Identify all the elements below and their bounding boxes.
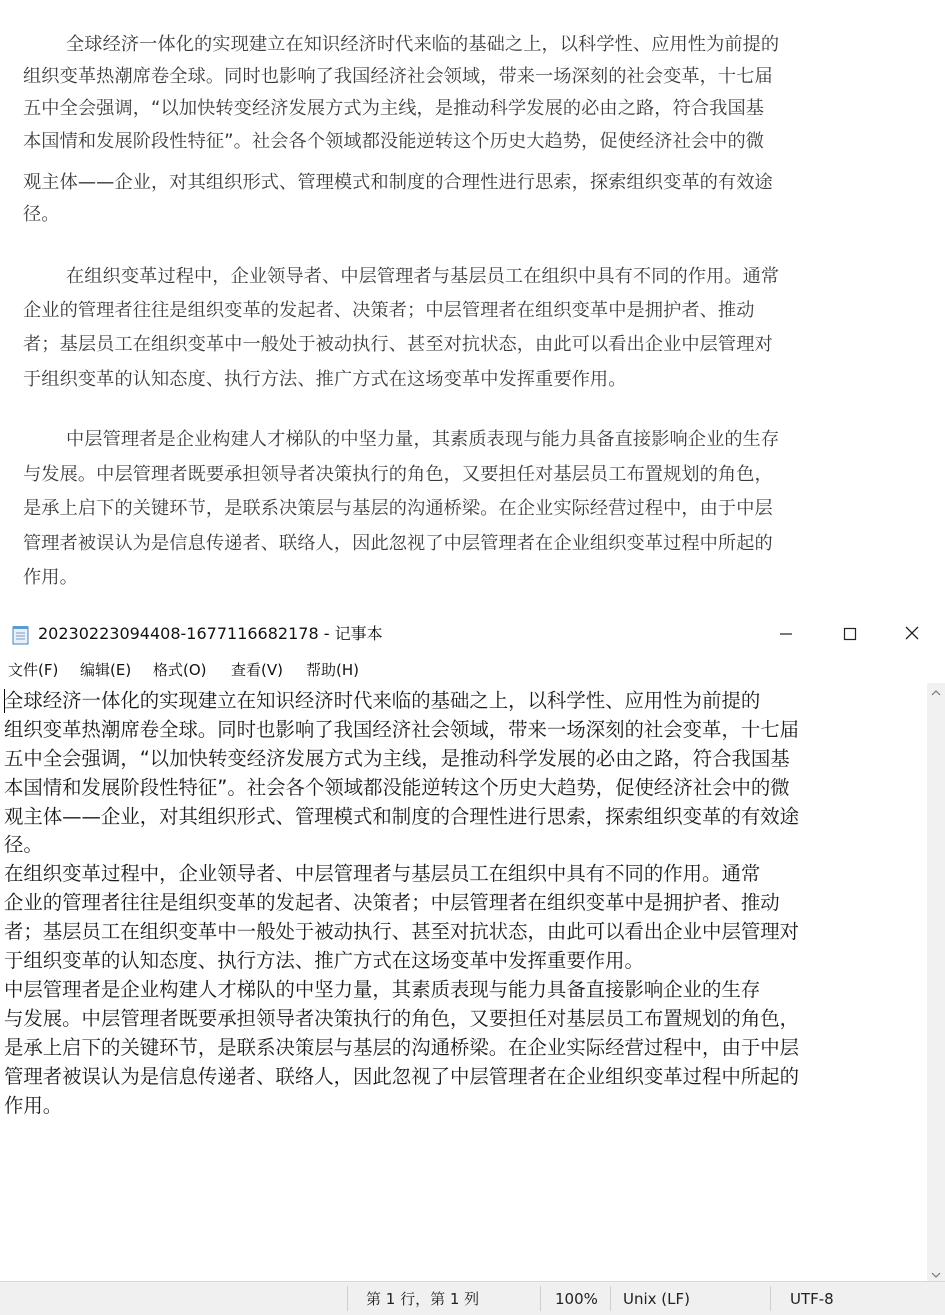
- document-line: 管理者被误认为是信息传递者、联络人，因此忽视了中层管理者在企业组织变革过程中所起的: [23, 533, 773, 554]
- chevron-up-icon: [931, 682, 941, 701]
- editor-line: 于组织变革的认知态度、执行方法、推广方式在这场变革中发挥重要作用。: [4, 949, 644, 972]
- editor-line: 径。: [4, 833, 43, 856]
- document-line: 者；基层员工在组织变革中一般处于被动执行、甚至对抗状态，由此可以看出企业中层管理对: [23, 334, 773, 355]
- document-line: 企业的管理者往往是组织变革的发起者、决策者；中层管理者在组织变革中是拥护者、推动: [23, 300, 755, 321]
- maximize-icon: [843, 626, 857, 645]
- editor-line: 是承上启下的关键环节，是联系决策层与基层的沟通桥梁。在企业实际经营过程中，由于中层: [4, 1036, 800, 1059]
- editor-line: 与发展。中层管理者既要承担领导者决策执行的角色，又要担任对基层员工布置规划的角色，: [4, 1007, 800, 1030]
- scroll-up-button[interactable]: [927, 683, 945, 699]
- menu-edit[interactable]: 编辑(E): [80, 661, 132, 679]
- vertical-scrollbar[interactable]: [927, 683, 945, 1281]
- document-line: 在组织变革过程中，企业领导者、中层管理者与基层员工在组织中具有不同的作用。通常: [66, 266, 780, 287]
- zoom-level: 100%: [555, 1290, 598, 1308]
- line-ending: Unix (LF): [623, 1290, 690, 1308]
- editor-line: 企业的管理者往往是组织变革的发起者、决策者；中层管理者在组织变革中是拥护者、推动: [4, 891, 780, 914]
- menu-format[interactable]: 格式(O): [153, 661, 207, 679]
- editor-line: 五中全会强调，“以加快转变经济发展方式为主线，是推动科学发展的必由之路，符合我国基: [4, 747, 790, 770]
- close-icon: [904, 625, 920, 645]
- close-button[interactable]: [890, 618, 934, 652]
- minimize-button[interactable]: [764, 618, 808, 652]
- status-bar: [0, 1281, 945, 1315]
- notepad-icon: [12, 625, 30, 645]
- menu-bar: [0, 657, 945, 683]
- editor-line: 在组织变革过程中，企业领导者、中层管理者与基层员工在组织中具有不同的作用。通常: [4, 862, 761, 885]
- editor-line: 中层管理者是企业构建人才梯队的中坚力量，其素质表现与能力具备直接影响企业的生存: [4, 978, 761, 1001]
- status-divider: [540, 1286, 541, 1311]
- document-line: 于组织变革的认知态度、执行方法、推广方式在这场变革中发挥重要作用。: [23, 369, 627, 390]
- document-line: 中层管理者是企业构建人才梯队的中坚力量，其素质表现与能力具备直接影响企业的生存: [66, 429, 780, 450]
- status-divider: [770, 1286, 771, 1311]
- document-line: 观主体——企业，对其组织形式、管理模式和制度的合理性进行思索，探索组织变革的有效途: [23, 172, 773, 193]
- editor-line: 者；基层员工在组织变革中一般处于被动执行、甚至对抗状态，由此可以看出企业中层管理对: [4, 920, 800, 943]
- menu-help[interactable]: 帮助(H): [306, 661, 359, 679]
- document-image-area: [0, 0, 945, 612]
- status-divider: [610, 1286, 611, 1311]
- document-line: 作用。: [23, 567, 78, 588]
- editor-line: 组织变革热潮席卷全球。同时也影响了我国经济社会领域，带来一场深刻的社会变革，十七届: [4, 718, 800, 741]
- scroll-down-button[interactable]: [927, 1265, 945, 1281]
- menu-file[interactable]: 文件(F): [8, 661, 59, 679]
- title-bar[interactable]: [0, 612, 945, 657]
- notepad-window: [0, 612, 945, 1314]
- window-title: 20230223094408-1677116682178 - 记事本: [38, 624, 383, 643]
- editor-line: 管理者被误认为是信息传递者、联络人，因此忽视了中层管理者在企业组织变革过程中所起的: [4, 1065, 800, 1088]
- editor-line: 本国情和发展阶段性特征”。社会各个领域都没能逆转这个历史大趋势，促使经济社会中的微: [4, 776, 790, 799]
- document-line: 与发展。中层管理者既要承担领导者决策执行的角色，又要担任对基层员工布置规划的角色，: [23, 464, 773, 485]
- document-line: 全球经济一体化的实现建立在知识经济时代来临的基础之上，以科学性、应用性为前提的: [66, 34, 780, 55]
- status-divider: [347, 1286, 348, 1311]
- text-editor[interactable]: [0, 683, 927, 1281]
- editor-line: 作用。: [4, 1094, 63, 1117]
- menu-view[interactable]: 查看(V): [231, 661, 283, 679]
- maximize-button[interactable]: [828, 618, 872, 652]
- document-line: 径。: [23, 204, 60, 225]
- editor-line: 观主体——企业，对其组织形式、管理模式和制度的合理性进行思索，探索组织变革的有效途: [4, 805, 800, 828]
- document-line: 五中全会强调，“以加快转变经济发展方式为主线，是推动科学发展的必由之路，符合我国基: [23, 98, 765, 119]
- chevron-down-icon: [931, 1264, 941, 1283]
- minimize-icon: [779, 626, 793, 645]
- encoding: UTF-8: [790, 1290, 834, 1308]
- document-line: 组织变革热潮席卷全球。同时也影响了我国经济社会领域，带来一场深刻的社会变革，十七届: [23, 66, 773, 87]
- document-line: 是承上启下的关键环节，是联系决策层与基层的沟通桥梁。在企业实际经营过程中，由于中层: [23, 498, 773, 519]
- editor-line: 全球经济一体化的实现建立在知识经济时代来临的基础之上，以科学性、应用性为前提的: [4, 689, 761, 712]
- document-line: 本国情和发展阶段性特征”。社会各个领域都没能逆转这个历史大趋势，促使经济社会中的微: [23, 131, 765, 152]
- cursor-position: 第 1 行，第 1 列: [366, 1290, 480, 1308]
